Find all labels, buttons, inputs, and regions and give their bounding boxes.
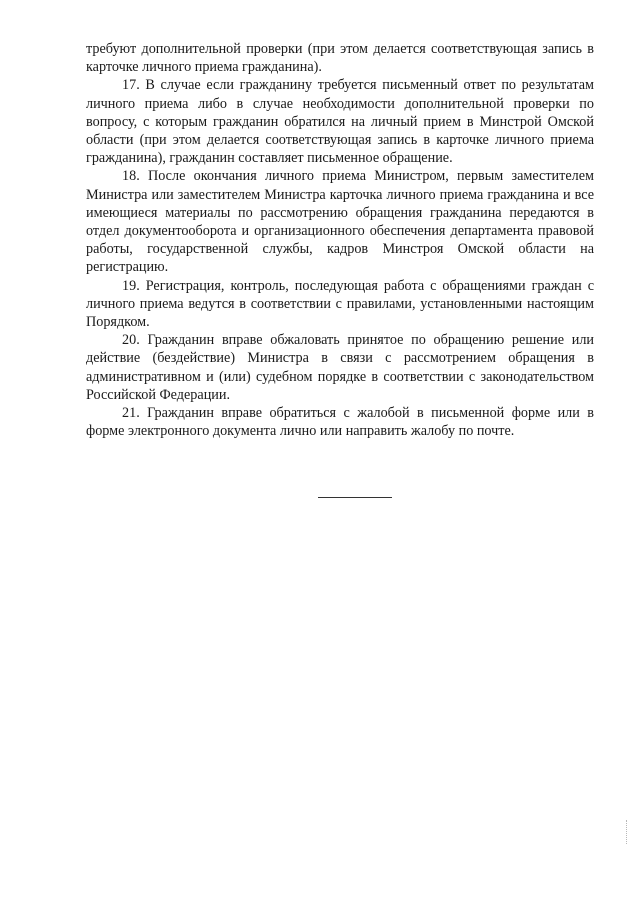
- paragraph-18: 18. После окончания личного приема Министром, первым заместителем Министра или заместителем Министра карточка личного приема гражданина и все имеющиеся материалы по рассмотрению обращения гражданина передаются в отдел документооборота и организационного обеспечения департамента правовой работы, государственной службы, кадров Минстроя Омской области на регистрацию.: [86, 168, 594, 276]
- paragraph-19: 19. Регистрация, контроль, последующая работа с обращениями граждан с личного приема ведутся в соответствии с правилами, установленными настоящим Порядком.: [86, 277, 594, 331]
- end-separator-line: [318, 497, 392, 498]
- document-body: [86, 40, 594, 440]
- paragraph-continuation: требуют дополнительной проверки (при этом делается соответствующая запись в карточке личного приема гражданина).: [86, 41, 594, 76]
- paragraph-21: 21. Гражданин вправе обратиться с жалобой в письменной форме или в форме электронного документа лично или направить жалобу по почте.: [86, 405, 594, 440]
- scan-margin-mark: [626, 820, 629, 844]
- paragraph-20: 20. Гражданин вправе обжаловать принятое по обращению решение или действие (бездействие) Министра в связи с рассмотрением обращения в административном и (или) судебном порядке в соответствии с законодательством Российской Федерации.: [86, 332, 594, 403]
- paragraph-17: 17. В случае если гражданину требуется письменный ответ по результатам личного приема либо в случае необходимости дополнительной проверки по вопросу, с которым гражданин обратился на личный прием в Минстрой Омской области (при этом делается соответствующая запись в карточке личного приема гражданина), гражданин составляет письменное обращение.: [86, 77, 594, 167]
